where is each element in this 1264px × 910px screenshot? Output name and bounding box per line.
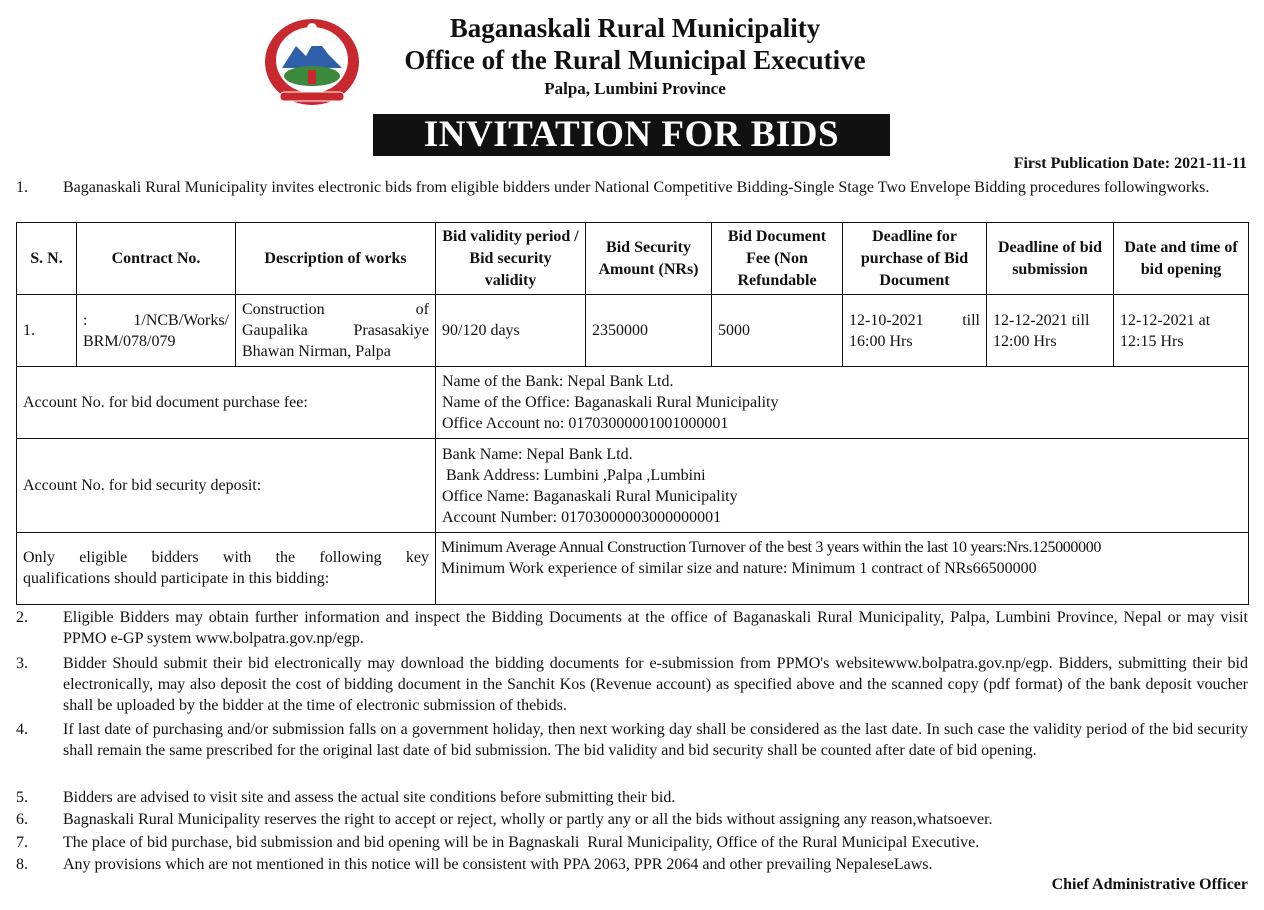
cell-opening xyxy=(1114,295,1249,367)
paragraph-text: Bagnaskali Rural Municipality reserves the right to accept or reject, wholly or partly any or all the bids without assigning any reason,whatsoever. xyxy=(63,811,993,828)
qualification-label xyxy=(17,533,436,605)
cell-submission-deadline xyxy=(987,295,1114,367)
qualification-row xyxy=(17,533,1249,605)
location: Palpa, Lumbini Province xyxy=(544,79,726,98)
paragraph-6 xyxy=(16,809,1248,830)
paragraph-text: If last date of purchasing and/or submission falls on a government holiday, then next working day shall be considered as the last date. In such case the validity period of the bid security shall remain the same prescribed for the original last date of bid submission. The bid validity and bid security shall be counted after date of bid opening. xyxy=(63,721,1248,759)
cell-security: 2350000 xyxy=(586,295,712,367)
contract-line-1: : 1/NCB/Works/ xyxy=(83,311,229,329)
paragraph-number: 3. xyxy=(16,655,28,672)
paragraph-3 xyxy=(16,653,1248,716)
col-header-fee: Bid Document Fee (Non Refundable xyxy=(712,223,843,295)
publication-date: First Publication Date: 2021-11-11 xyxy=(1013,155,1247,172)
purchase-fee-line-1: Name of the Bank: Nepal Bank Ltd. xyxy=(442,373,674,390)
col-header-opening: Date and time of bid opening xyxy=(1114,223,1249,295)
opening-line-2: 12:15 Hrs xyxy=(1120,332,1184,350)
security-deposit-account-row xyxy=(17,439,1249,533)
cell-description xyxy=(236,295,436,367)
paragraph-number: 5. xyxy=(16,789,28,806)
municipality-name: Baganaskali Rural Municipality xyxy=(449,13,821,43)
paragraph-7 xyxy=(16,832,1248,853)
col-header-validity: Bid validity period / Bid security validity xyxy=(436,223,586,295)
cell-validity: 90/120 days xyxy=(436,295,586,367)
paragraph-number: 2. xyxy=(16,609,28,626)
paragraph-4 xyxy=(16,719,1248,761)
header-titles xyxy=(380,12,890,100)
qualification-details xyxy=(436,533,1249,605)
purchase-deadline-line-2: 16:00 Hrs xyxy=(849,332,913,350)
purchase-deadline-line-1: 12-10-2021 till xyxy=(849,311,980,329)
security-deposit-label: Account No. for bid security deposit: xyxy=(17,439,436,533)
col-header-security: Bid Security Amount (NRs) xyxy=(586,223,712,295)
paragraph-text: Eligible Bidders may obtain further information and inspect the Bidding Documents at the office of Baganaskali Rural Municipality, Palpa, Lumbini Province, Nepal or may visit PPMO e-GP system www.bolpatra.gov.np/egp. xyxy=(63,609,1248,647)
purchase-fee-line-2: Name of the Office: Baganaskali Rural Municipality xyxy=(442,394,779,411)
paragraph-text: The place of bid purchase, bid submission and bid opening will be in Bagnaskali Rural Municipality, Office of the Rural Municipal Executive. xyxy=(63,834,980,851)
table-row xyxy=(17,295,1249,367)
description-line-3: Bhawan Nirman, Palpa xyxy=(242,343,391,360)
paragraph-text: Bidder Should submit their bid electronically may download the bidding documents for e-submission from PPMO's websitewww.bolpatra.gov.np/egp. Bidders, submitting their bid electronically, may also deposit the cost of bidding document in the Sanchit Kos (Revenue account) as specified above and the scanned copy (pdf format) of the bank deposit voucher shall be uploaded by the bidder at the time of electronic submission of thebids. xyxy=(63,655,1248,714)
purchase-fee-line-3: Office Account no: 01703000001001000001 xyxy=(442,415,729,432)
opening-line-1: 12-12-2021 at xyxy=(1120,311,1211,329)
submission-deadline-line-1: 12-12-2021 till xyxy=(993,311,1090,329)
paragraph-text: Any provisions which are not mentioned in this notice will be consistent with PPA 2063, PPR 2064 and other prevailing NepaleseLaws. xyxy=(63,856,933,873)
col-header-submission-deadline: Deadline of bid submission xyxy=(987,223,1114,295)
bid-table xyxy=(16,222,1249,605)
paragraph-2 xyxy=(16,607,1248,649)
col-header-contract: Contract No. xyxy=(77,223,236,295)
cell-sn: 1. xyxy=(17,295,77,367)
cell-purchase-deadline xyxy=(843,295,987,367)
cell-contract xyxy=(77,295,236,367)
security-deposit-line-3: Office Name: Baganaskali Rural Municipality xyxy=(442,487,738,505)
description-line-2: Gaupalika Prasasakiye xyxy=(242,322,429,339)
office-name: Office of the Rural Municipal Executive xyxy=(404,45,866,75)
security-deposit-line-2: Bank Address: Lumbini ,Palpa ,Lumbini xyxy=(442,466,706,484)
intro-paragraph xyxy=(16,177,1248,198)
table-header-row xyxy=(17,223,1249,295)
notice-banner: INVITATION FOR BIDS xyxy=(373,114,890,156)
cell-fee: 5000 xyxy=(712,295,843,367)
purchase-fee-label: Account No. for bid document purchase fee: xyxy=(17,367,436,439)
paragraph-number: 6. xyxy=(16,811,28,828)
security-deposit-details xyxy=(436,439,1249,533)
paragraph-text: Baganaskali Rural Municipality invites electronic bids from eligible bidders under National Competitive Bidding-Single Stage Two Envelope Bidding procedures followingworks. xyxy=(63,179,1210,196)
purchase-fee-account-row xyxy=(17,367,1249,439)
paragraph-5 xyxy=(16,787,1248,808)
paragraph-text: Bidders are advised to visit site and assess the actual site conditions before submitting their bid. xyxy=(63,789,676,806)
col-header-purchase-deadline: Deadline for purchase of Bid Document xyxy=(843,223,987,295)
security-deposit-line-4: Account Number: 01703000003000000001 xyxy=(442,508,722,526)
paragraph-number: 4. xyxy=(16,721,28,738)
qualification-line-2: Minimum Work experience of similar size and nature: Minimum 1 contract of NRs66500000 xyxy=(441,560,1037,577)
paragraph-number: 1. xyxy=(16,179,28,196)
qualification-line-1: Minimum Average Annual Construction Turnover of the best 3 years within the last 10 years:Nrs.125000000 xyxy=(441,539,1102,556)
qualification-label-line-1: Only eligible bidders with the following key xyxy=(23,549,429,566)
paragraph-number: 8. xyxy=(16,856,28,873)
paragraph-number: 7. xyxy=(16,834,28,851)
purchase-fee-details xyxy=(436,367,1249,439)
submission-deadline-line-2: 12:00 Hrs xyxy=(993,332,1057,350)
security-deposit-line-1: Bank Name: Nepal Bank Ltd. xyxy=(442,445,633,463)
contract-line-2: BRM/078/079 xyxy=(83,332,176,350)
qualification-label-line-2: qualifications should participate in this bidding: xyxy=(23,570,330,587)
col-header-description: Description of works xyxy=(236,223,436,295)
signature-title: Chief Administrative Officer xyxy=(1051,876,1248,893)
paragraph-8 xyxy=(16,854,1248,875)
nepal-emblem-icon xyxy=(262,16,362,108)
col-header-sn: S. N. xyxy=(17,223,77,295)
description-line-1: Construction of xyxy=(242,301,429,318)
